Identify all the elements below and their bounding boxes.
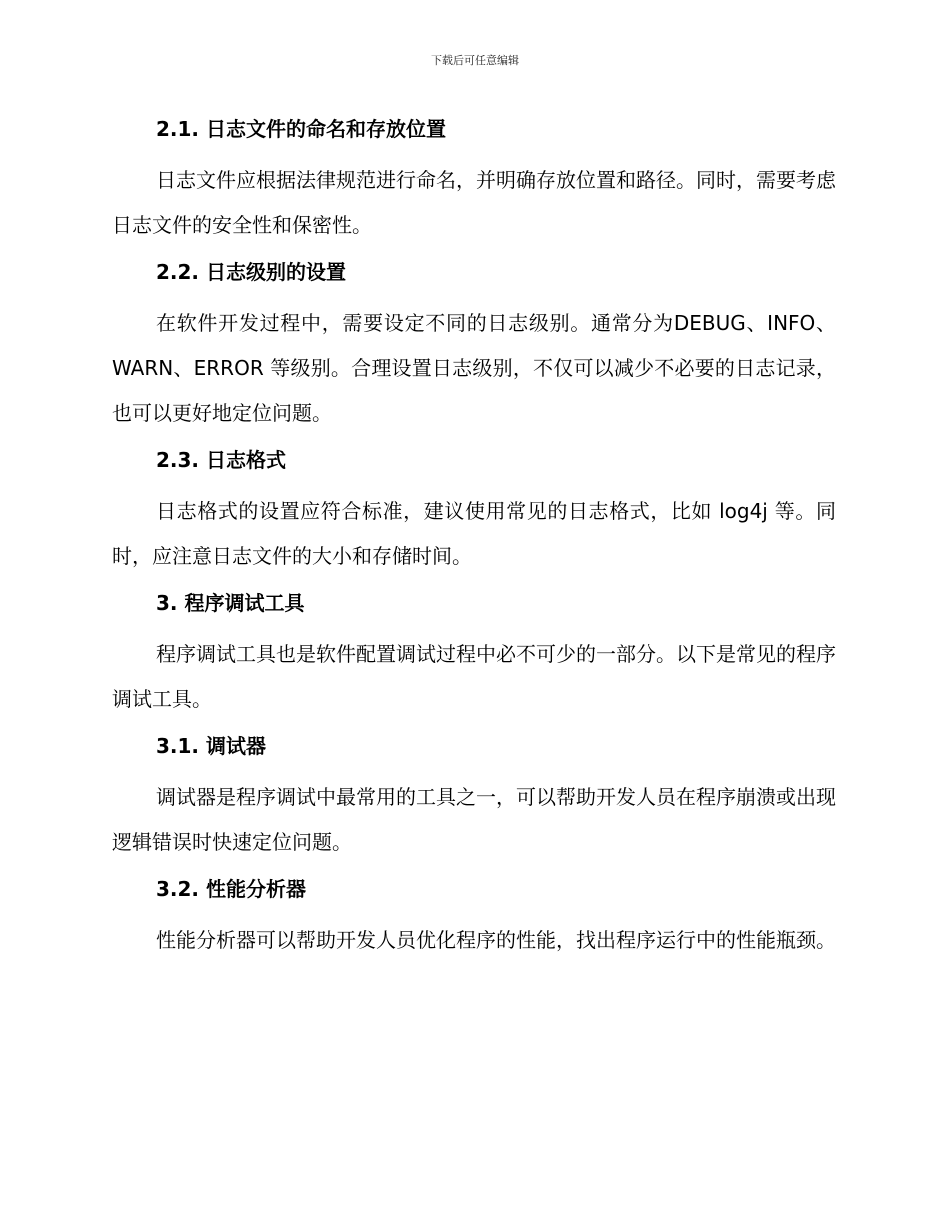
section-paragraph-3: 程序调试工具也是软件配置调试过程中必不可少的一部分。以下是常见的程序调试工具。 <box>112 642 836 711</box>
section-heading-3-1: 3.1. 调试器 <box>156 734 266 758</box>
section-heading-3: 3. 程序调试工具 <box>156 591 305 615</box>
page-header: 下载后可任意编辑 <box>431 54 519 67</box>
section-paragraph-3-2: 性能分析器可以帮助开发人员优化程序的性能，找出程序运行中的性能瓶颈。 <box>156 928 836 952</box>
section-heading-3-2: 3.2. 性能分析器 <box>156 877 306 901</box>
section-heading-2-1: 2.1. 日志文件的命名和存放位置 <box>156 117 446 141</box>
document-body <box>112 110 836 963</box>
section-paragraph-3-1: 调试器是程序调试中最常用的工具之一，可以帮助开发人员在程序崩溃或出现逻辑错误时快速定位问题。 <box>112 785 836 854</box>
section-paragraph-2-3: 日志格式的设置应符合标准，建议使用常见的日志格式，比如 log4j 等。同时，应注意日志文件的大小和存储时间。 <box>112 499 836 568</box>
section-heading-2-3: 2.3. 日志格式 <box>156 448 286 472</box>
section-paragraph-2-1: 日志文件应根据法律规范进行命名，并明确存放位置和路径。同时，需要考虑日志文件的安全性和保密性。 <box>112 168 836 237</box>
section-heading-2-2: 2.2. 日志级别的设置 <box>156 260 346 284</box>
section-paragraph-2-2: 在软件开发过程中，需要设定不同的日志级别。通常分为DEBUG、INFO、WARN、ERROR 等级别。合理设置日志级别，不仅可以减少不必要的日志记录，也可以更好地定位问题。 <box>112 311 836 425</box>
